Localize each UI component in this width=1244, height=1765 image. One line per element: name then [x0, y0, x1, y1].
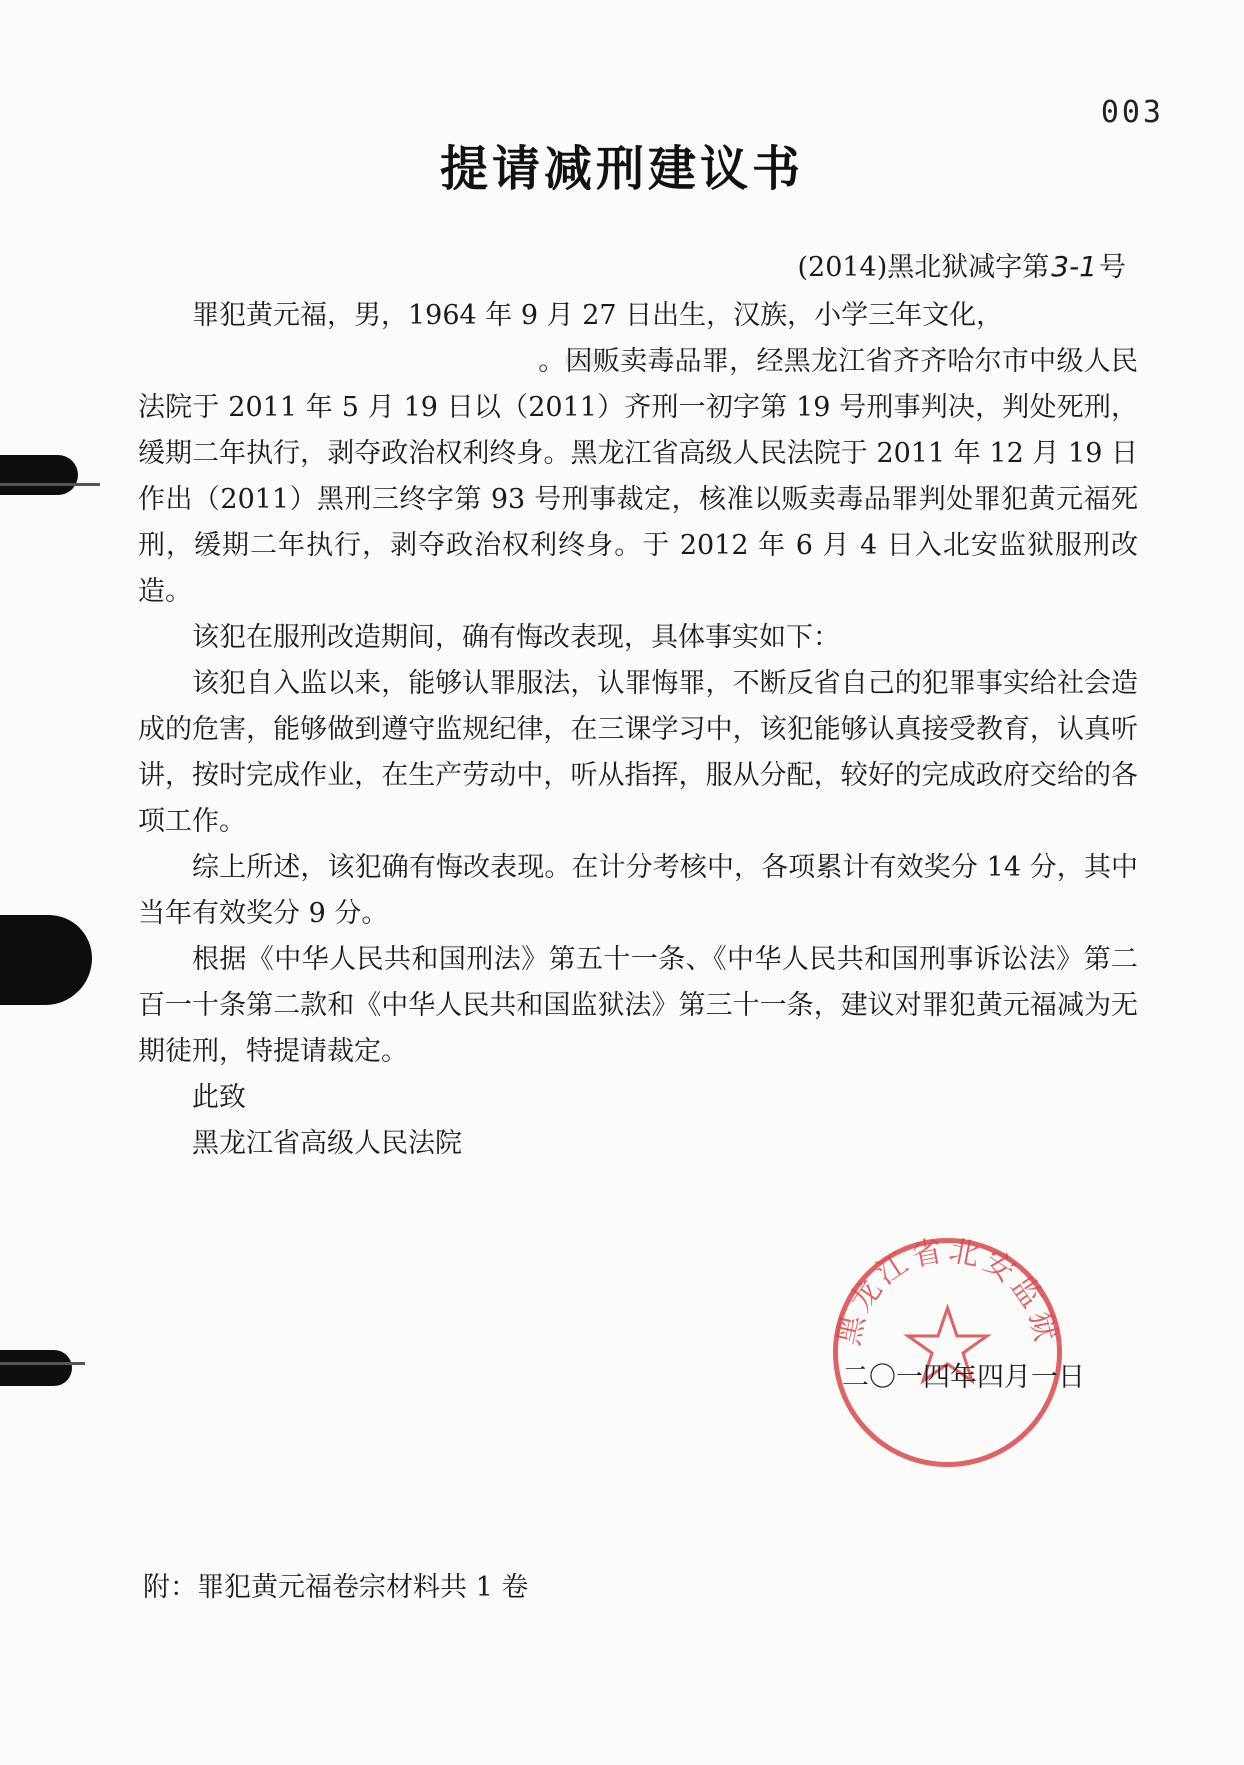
binding-mark: [0, 483, 100, 486]
document-title: 提请减刑建议书: [439, 141, 804, 197]
paragraph-text: 。因贩卖毒品罪，经黑龙江省齐齐哈尔市中级人民法院于 2011 年 5 月 19 日以（2011）齐刑一初字第 19 号刑事判决，判处死刑，缓期二年执行，剥夺政治权利终身。黑龙江省高级人民法院于 2011 年 12 月 19 日作出（2011）黑刑三终字第 93 号刑事裁定，核准以贩卖毒品罪判处罪犯黄元福死刑，缓期二年执行，剥夺政治权利终身。于 2012 年 6 月 4 日入北安监狱服刑改造。: [138, 346, 1138, 607]
page-number: 003: [1100, 95, 1164, 130]
paragraph: 该犯在服刑改造期间，确有悔改表现，具体事实如下：: [192, 622, 840, 653]
document-date: 二〇一四年四月一日: [842, 1362, 1085, 1393]
binding-hole: [0, 915, 92, 1005]
seal-text: 黑龙江省北安监狱: [831, 1233, 1064, 1349]
paragraph: [138, 339, 1138, 615]
binding-hole: [0, 1350, 72, 1386]
svg-text:黑龙江省北安监狱: [832, 1233, 1064, 1348]
document-number-suffix: 号: [1099, 252, 1126, 283]
paragraph: 该犯自入监以来，能够认罪服法，认罪悔罪，不断反省自己的犯罪事实给社会造成的危害，能够做到遵守监规纪律，在三课学习中，该犯能够认真接受教育，认真听讲，按时完成作业，在生产劳动中，听从指挥，服从分配，较好的完成政府交给的各项工作。: [138, 668, 1138, 837]
official-seal: [825, 1230, 1070, 1475]
paragraph: 罪犯黄元福，男，1964 年 9 月 27 日出生，汉族，小学三年文化，: [192, 300, 1004, 331]
document-number: [797, 245, 1126, 284]
document-body: [138, 293, 1138, 1167]
document-number-prefix: (2014)黑北狱减字第: [797, 252, 1050, 283]
handwritten-number: 3-1: [1051, 250, 1097, 283]
closing: 此致: [192, 1082, 246, 1113]
paragraph: 根据《中华人民共和国刑法》第五十一条、《中华人民共和国刑事诉讼法》第二百一十条第二款和《中华人民共和国监狱法》第三十一条，建议对罪犯黄元福减为无期徒刑，特提请裁定。: [138, 944, 1138, 1067]
addressee: 黑龙江省高级人民法院: [192, 1128, 462, 1159]
binding-hole: [0, 455, 78, 495]
paragraph: 综上所述，该犯确有悔改表现。在计分考核中，各项累计有效奖分 14 分，其中当年有效奖分 9 分。: [138, 852, 1138, 929]
binding-mark: [0, 1362, 85, 1365]
attachment-note: 附：罪犯黄元福卷宗材料共 1 卷: [143, 1572, 529, 1603]
